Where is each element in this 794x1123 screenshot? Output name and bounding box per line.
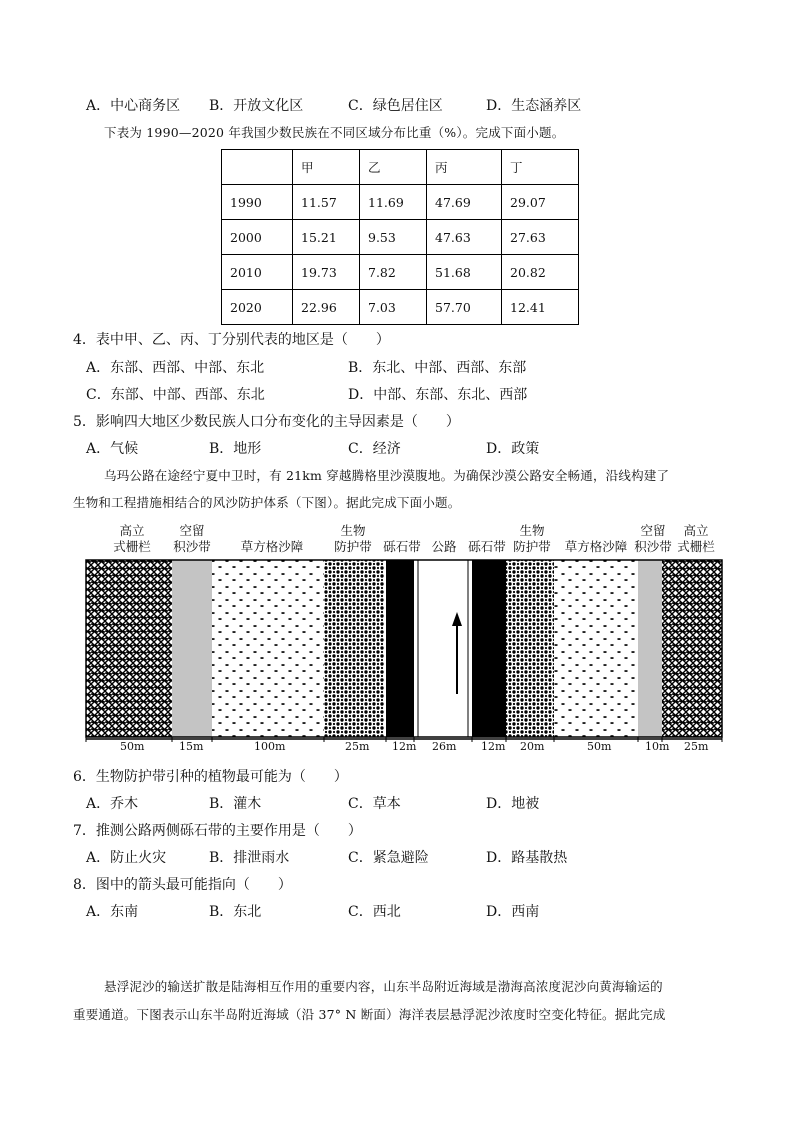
table-cell: 2010: [222, 255, 293, 290]
label-fence-left: 高立 式栅栏: [113, 523, 151, 554]
q5-option-c: C．经济: [348, 441, 401, 457]
table-header-row: [222, 150, 579, 185]
table-intro: 下表为 1990—2020 年我国少数民族在不同区域分布比重（%）。完成下面小题。: [104, 125, 565, 140]
table-cell: 15.21: [293, 220, 360, 255]
label-bio-left: 生物 防护带: [334, 523, 372, 554]
table-cell: 2020: [222, 290, 293, 325]
width-label: 50m: [120, 740, 145, 753]
table-row: [222, 255, 579, 290]
table-cell: 51.68: [427, 255, 502, 290]
label-gravel-left: 砾石带: [383, 539, 421, 554]
q6-option-d: D．地被: [486, 796, 540, 812]
q8-option-a: A．东南: [86, 904, 139, 920]
table-header-cell: [222, 150, 293, 185]
label-gravel-right: 砾石带: [468, 539, 506, 554]
q5-option-d: D．政策: [486, 441, 540, 457]
label-fence-right: 高立 式栅栏: [677, 523, 715, 554]
table-cell: 1990: [222, 185, 293, 220]
table-cell: 11.69: [360, 185, 427, 220]
wind-sand-protection-diagram: [84, 558, 724, 744]
table-cell: 2000: [222, 220, 293, 255]
table-cell: 11.57: [293, 185, 360, 220]
q8-option-b: B．东北: [209, 904, 262, 920]
q4-option-a: A．东部、西部、中部、东北: [86, 360, 265, 376]
table-cell: 22.96: [293, 290, 360, 325]
label-grid-right: 草方格沙障: [564, 539, 628, 554]
table-cell: 7.82: [360, 255, 427, 290]
table-row: [222, 185, 579, 220]
label-empty-left: 空留 积沙带: [173, 523, 211, 554]
bio-band-left: [324, 560, 384, 737]
width-label: 10m: [645, 740, 670, 753]
table-cell: 47.63: [427, 220, 502, 255]
width-label: 25m: [345, 740, 370, 753]
minority-distribution-table: [221, 149, 579, 325]
label-empty-right: 空留 积沙带: [634, 523, 672, 554]
q4-option-d: D．中部、东部、东北、西部: [348, 387, 528, 403]
label-bio-right: 生物 防护带: [513, 523, 551, 554]
label-road: 公路: [431, 539, 457, 554]
q7-option-d: D．路基散热: [486, 850, 568, 866]
table-header-cell: 乙: [360, 150, 427, 185]
fence-band-left: [86, 560, 172, 737]
table-row: [222, 220, 579, 255]
q8-stem: 8．图中的箭头最可能指向（ ）: [73, 877, 292, 893]
table-cell: 9.53: [360, 220, 427, 255]
table-cell: 47.69: [427, 185, 502, 220]
empty-band-right: [638, 560, 662, 737]
table-cell: 12.41: [502, 290, 579, 325]
road-band: [414, 560, 472, 737]
q5-option-a: A．气候: [86, 441, 139, 457]
q4-option-b: B．东北、中部、西部、东部: [348, 360, 527, 376]
grid-band-right: [554, 560, 638, 737]
width-label: 25m: [684, 740, 709, 753]
q3-option-b: B．开放文化区: [209, 98, 304, 114]
table-cell: 57.70: [427, 290, 502, 325]
q7-option-c: C．紧急避险: [348, 850, 429, 866]
width-label: 15m: [179, 740, 204, 753]
sediment-intro-line2: 重要通道。下图表示山东半岛附近海域（沿 37° N 断面）海洋表层悬浮泥沙浓度时空变化特征。据此完成: [73, 1007, 666, 1022]
table-header-cell: 甲: [293, 150, 360, 185]
q7-option-b: B．排泄雨水: [209, 850, 290, 866]
gravel-band-right: [472, 560, 506, 737]
table-cell: 20.82: [502, 255, 579, 290]
q7-stem: 7．推测公路两侧砾石带的主要作用是（ ）: [73, 823, 362, 839]
bio-band-right: [506, 560, 554, 737]
table-cell: 7.03: [360, 290, 427, 325]
road-intro-line1: 乌玛公路在途经宁夏中卫时，有 21km 穿越腾格里沙漠腹地。为确保沙漠公路安全畅通，沿线构建了: [104, 468, 670, 483]
table-cell: 19.73: [293, 255, 360, 290]
width-label: 50m: [587, 740, 612, 753]
q3-option-a: A．中心商务区: [86, 98, 181, 114]
table-row: [222, 290, 579, 325]
table-header-cell: 丙: [427, 150, 502, 185]
fence-band-right: [662, 560, 722, 737]
q4-option-c: C．东部、中部、西部、东北: [86, 387, 265, 403]
table-cell: 29.07: [502, 185, 579, 220]
empty-band-left: [172, 560, 212, 737]
grid-band-left: [212, 560, 324, 737]
q8-option-d: D．西南: [486, 904, 540, 920]
gravel-band-left: [386, 560, 414, 737]
q5-option-b: B．地形: [209, 441, 262, 457]
q3-option-d: D．生态涵养区: [486, 98, 582, 114]
q6-stem: 6．生物防护带引种的植物最可能为（ ）: [73, 769, 348, 785]
table-header-cell: 丁: [502, 150, 579, 185]
q4-stem: 4．表中甲、乙、丙、丁分别代表的地区是（ ）: [73, 332, 390, 348]
road-intro-line2: 生物和工程措施相结合的风沙防护体系（下图）。据此完成下面小题。: [73, 495, 461, 510]
q6-option-b: B．灌木: [209, 796, 262, 812]
q5-stem: 5．影响四大地区少数民族人口分布变化的主导因素是（ ）: [73, 414, 460, 430]
width-label: 20m: [520, 740, 545, 753]
width-label: 12m: [481, 740, 506, 753]
width-label: 12m: [392, 740, 417, 753]
width-label: 26m: [432, 740, 457, 753]
q3-option-c: C．绿色居住区: [348, 98, 443, 114]
q7-option-a: A．防止火灾: [86, 850, 167, 866]
table-cell: 27.63: [502, 220, 579, 255]
label-grid-left: 草方格沙障: [240, 539, 304, 554]
q6-option-a: A．乔木: [86, 796, 139, 812]
q8-option-c: C．西北: [348, 904, 401, 920]
q6-option-c: C．草本: [348, 796, 401, 812]
sediment-intro-line1: 悬浮泥沙的输送扩散是陆海相互作用的重要内容，山东半岛附近海域是渤海高浓度泥沙向黄海输运的: [104, 979, 663, 994]
width-label: 100m: [254, 740, 286, 753]
